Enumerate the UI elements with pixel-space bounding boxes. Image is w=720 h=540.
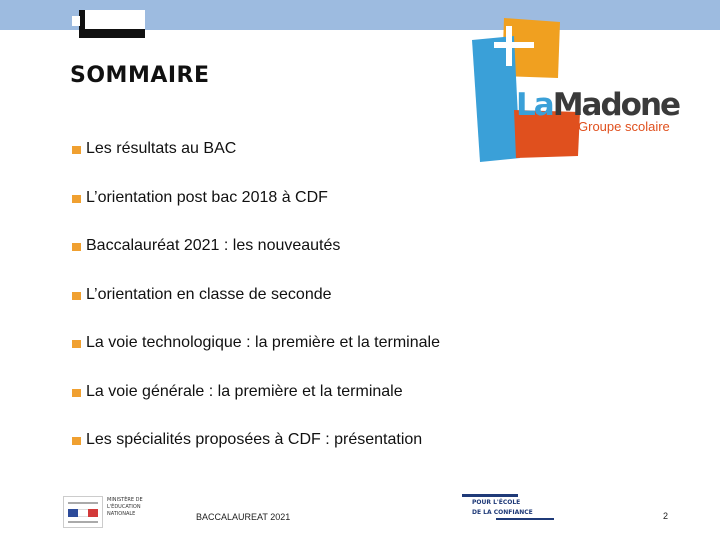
square-bullet-icon: [72, 146, 81, 154]
agenda-item: [72, 237, 440, 286]
ministry-logo: [63, 495, 163, 527]
page-number: 2: [663, 511, 669, 521]
la-madone-logo: [470, 18, 690, 163]
logo-subtitle: Groupe scolaire: [578, 119, 670, 134]
ministry-name: MINISTÈRE DE L'ÉDUCATION NATIONALE: [107, 497, 143, 517]
agenda-item-text: Baccalauréat 2021 : les nouveautés: [86, 237, 341, 254]
agenda-item: [72, 189, 440, 238]
agenda-item-text: L’orientation post bac 2018 à CDF: [86, 188, 328, 206]
logo-wordmark: LaMadone: [516, 87, 680, 123]
slide-title: SOMMAIRE: [70, 63, 210, 88]
square-bullet-icon: [72, 292, 81, 300]
square-bullet-icon: [72, 437, 81, 445]
agenda-item: [72, 140, 440, 189]
agenda-item: [72, 286, 440, 335]
agenda-item: [72, 334, 440, 383]
agenda-list: [72, 140, 440, 480]
agenda-item: [72, 431, 440, 480]
confiance-line-2: DE LA CONFIANCE: [472, 509, 533, 516]
square-bullet-icon: [72, 340, 81, 348]
agenda-item-text: La voie technologique : la première et la terminale: [86, 334, 440, 351]
marianne-flag-icon: [63, 496, 103, 528]
corner-bracket-decoration: [79, 10, 145, 38]
logo-blue-block: [472, 36, 520, 162]
agenda-item-text: L’orientation en classe de seconde: [86, 285, 332, 303]
confiance-line-1: POUR L'ÉCOLE: [472, 499, 521, 506]
square-bullet-icon: [72, 243, 81, 251]
agenda-item-text: Les résultats au BAC: [86, 140, 237, 157]
square-bullet-icon: [72, 389, 81, 397]
square-bullet-icon: [72, 195, 81, 203]
footer-label: BACCALAUREAT 2021: [196, 512, 291, 522]
logo-cross-horizontal: [494, 42, 534, 48]
agenda-item-text: Les spécialités proposées à CDF : présentation: [86, 431, 423, 448]
agenda-item-text: La voie générale : la première et la terminale: [86, 382, 403, 400]
ecole-de-la-confiance-logo: [462, 494, 554, 524]
agenda-item: [72, 383, 440, 432]
